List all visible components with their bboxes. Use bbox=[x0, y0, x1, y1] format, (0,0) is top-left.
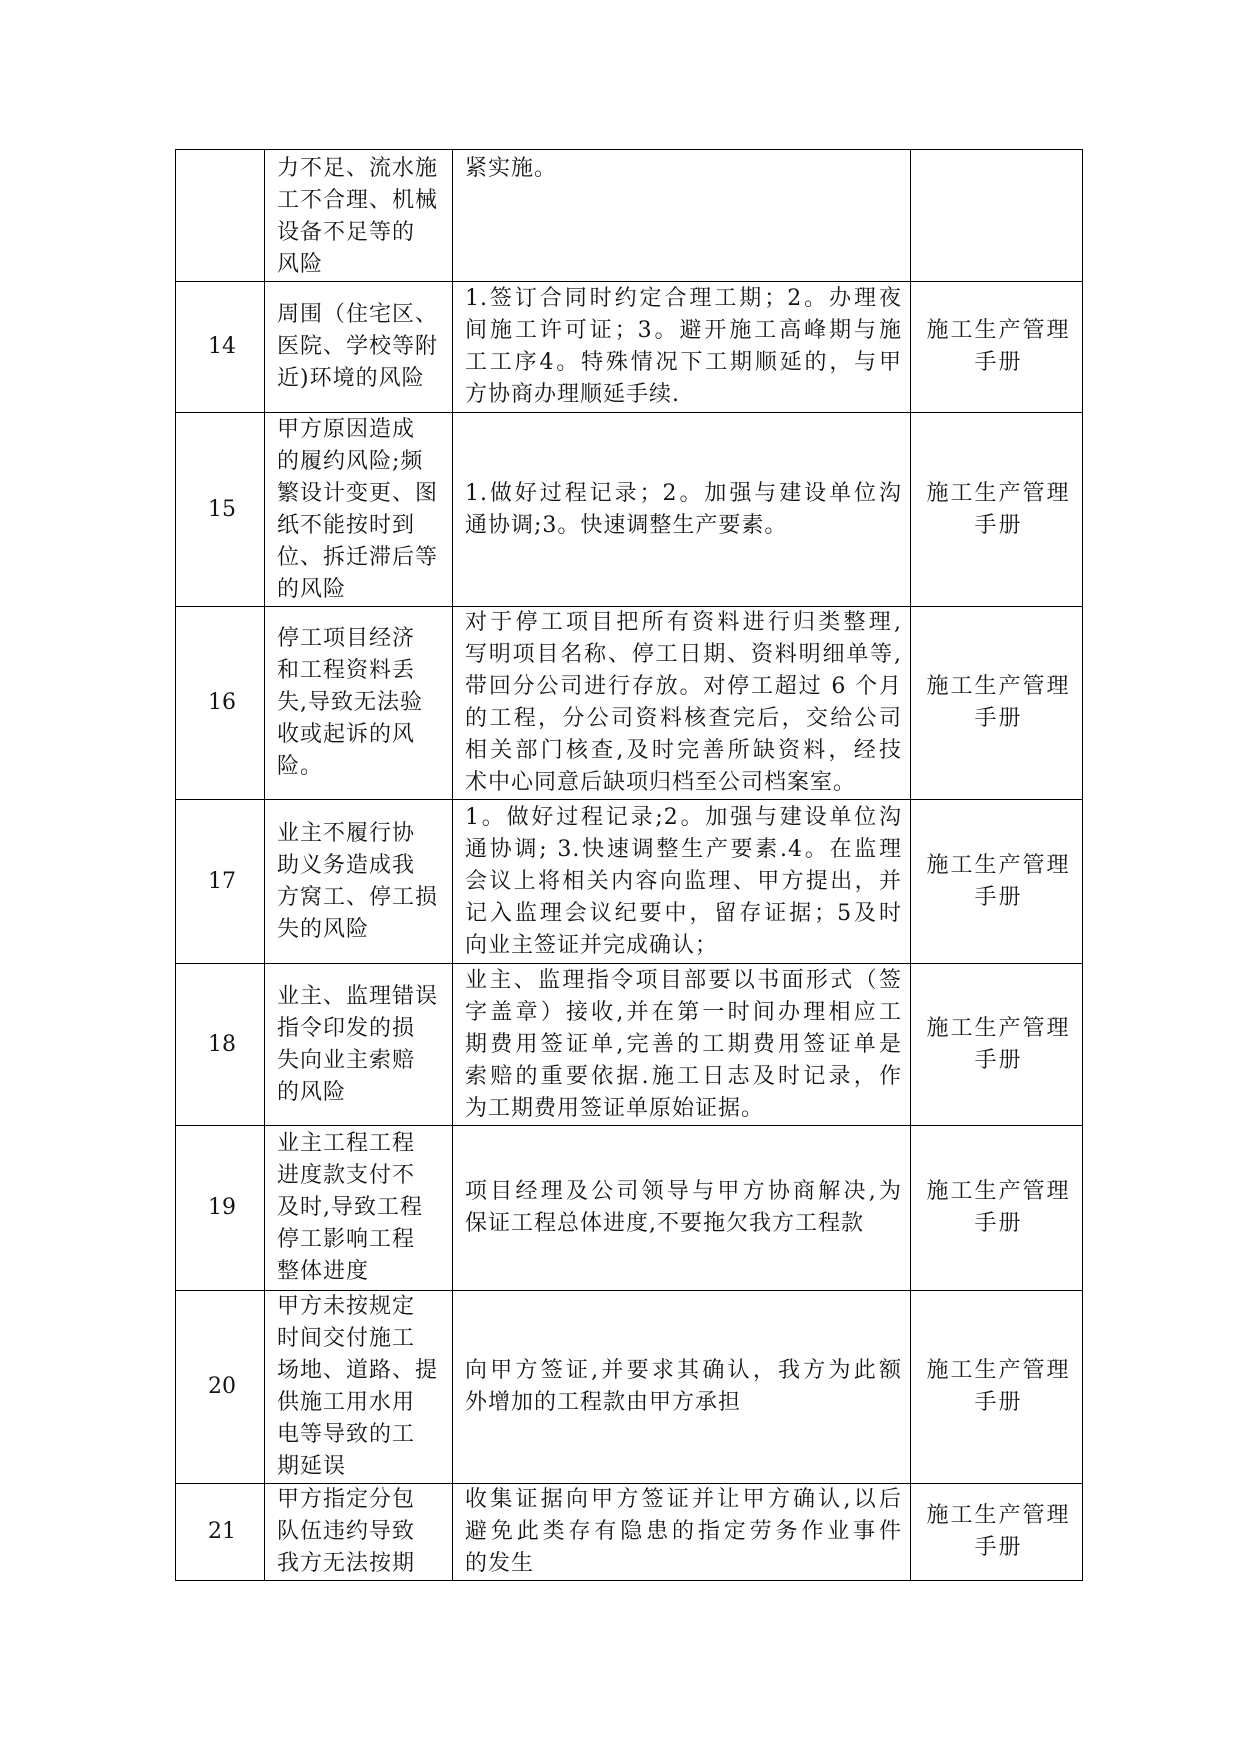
basis-text-line: 施工生产管理 bbox=[926, 1015, 1071, 1041]
measures-text-line: 间施工许可证；3。避开施工高峰期与施 bbox=[465, 318, 902, 343]
basis-text-line: 手册 bbox=[974, 1535, 1023, 1560]
risk-cell bbox=[265, 150, 453, 282]
basis-cell bbox=[911, 607, 1083, 800]
table-row bbox=[176, 1126, 1083, 1291]
measures-text-line: 1。做好过程记录;2。加强与建设单位沟 bbox=[465, 804, 902, 830]
basis-text-line: 施工生产管理 bbox=[926, 480, 1071, 506]
table-row bbox=[176, 282, 1083, 413]
measures-text-line: 写明项目名称、停工日期、资料明细单等, bbox=[465, 642, 902, 667]
risk-text-line: 业主工程工程 bbox=[277, 1131, 416, 1156]
table-row bbox=[176, 800, 1083, 964]
table-row bbox=[176, 1291, 1083, 1484]
measures-cell bbox=[453, 150, 911, 282]
row-number-cell bbox=[176, 607, 265, 800]
risk-text-line: 方窝工、停工损 bbox=[277, 884, 439, 910]
risk-text-line: 甲方原因造成 bbox=[277, 416, 416, 442]
table-row bbox=[176, 607, 1083, 800]
risk-cell bbox=[265, 964, 453, 1126]
measures-text-line: 带回分公司进行存放。对停工超过 6 个月 bbox=[465, 674, 902, 699]
risk-text-line: 我方无法按期 bbox=[277, 1551, 416, 1576]
basis-text-line: 施工生产管理 bbox=[926, 852, 1071, 878]
risk-text-line: 及时,导致工程 bbox=[277, 1195, 423, 1220]
risk-cell bbox=[265, 1291, 453, 1484]
basis-text-line: 手册 bbox=[974, 512, 1023, 538]
measures-cell bbox=[453, 964, 911, 1126]
basis-cell bbox=[911, 282, 1083, 413]
risk-cell bbox=[265, 1484, 453, 1581]
basis-cell bbox=[911, 1484, 1083, 1581]
measures-cell bbox=[453, 607, 911, 800]
measures-text-line: 通协调;3。快速调整生产要素。 bbox=[465, 512, 788, 538]
row-number: 15 bbox=[208, 496, 236, 522]
table-row bbox=[176, 1484, 1083, 1581]
table-row bbox=[176, 964, 1083, 1126]
measures-text-line: 索赔的重要依据.施工日志及时记录，作 bbox=[465, 1063, 902, 1089]
basis-text-line: 施工生产管理 bbox=[926, 318, 1071, 343]
basis-text-line: 手册 bbox=[974, 884, 1023, 910]
risk-text-line: 的履约风险;频 bbox=[277, 448, 424, 474]
risk-cell bbox=[265, 607, 453, 800]
basis-text-line: 手册 bbox=[974, 706, 1023, 731]
risk-cell bbox=[265, 800, 453, 964]
measures-text-line: 字盖章）接收,并在第一时间办理相应工 bbox=[465, 999, 902, 1025]
measures-text-line: 相关部门核查,及时完善所缺资料，经技 bbox=[465, 738, 902, 763]
risk-text-line: 助义务造成我 bbox=[277, 852, 416, 878]
basis-text-line: 施工生产管理 bbox=[926, 1503, 1071, 1528]
risk-text-line: 业主、监理错误 bbox=[277, 983, 439, 1009]
row-number-cell bbox=[176, 1291, 265, 1484]
row-number: 19 bbox=[208, 1195, 236, 1220]
basis-text-line: 施工生产管理 bbox=[926, 1358, 1071, 1383]
measures-text-line: 外增加的工程款由甲方承担 bbox=[465, 1390, 742, 1415]
row-number-cell bbox=[176, 1126, 265, 1291]
measures-text-line: 记入监理会议纪要中，留存证据；5及时 bbox=[465, 900, 902, 926]
row-number: 20 bbox=[208, 1374, 236, 1399]
measures-cell bbox=[453, 800, 911, 964]
risk-text-line: 失向业主索赔 bbox=[277, 1047, 416, 1073]
risk-cell bbox=[265, 282, 453, 413]
risk-cell bbox=[265, 413, 453, 607]
basis-cell bbox=[911, 150, 1083, 282]
risk-text-line: 场地、道路、提 bbox=[277, 1358, 439, 1383]
risk-text-line: 期延误 bbox=[277, 1454, 347, 1479]
risk-text-line: 设备不足等的 bbox=[277, 220, 416, 245]
basis-text-line: 手册 bbox=[974, 1390, 1023, 1415]
measures-text-line: 1.签订合同时约定合理工期；2。办理夜 bbox=[465, 286, 902, 311]
measures-text-line: 紧实施。 bbox=[465, 156, 558, 181]
row-number: 17 bbox=[208, 868, 236, 894]
risk-text-line: 和工程资料丢 bbox=[277, 658, 416, 683]
measures-text-line: 保证工程总体进度,不要拖欠我方工程款 bbox=[465, 1211, 864, 1236]
risk-text-line: 近)环境的风险 bbox=[277, 366, 425, 391]
risk-text-line: 力不足、流水施 bbox=[277, 156, 439, 181]
measures-text-line: 会议上将相关内容向监理、甲方提出，并 bbox=[465, 868, 902, 894]
measures-text-line: 项目经理及公司领导与甲方协商解决,为 bbox=[465, 1179, 902, 1204]
risk-text-line: 甲方未按规定 bbox=[277, 1294, 416, 1319]
risk-text-line: 位、拆迁滞后等 bbox=[277, 544, 439, 570]
measures-cell bbox=[453, 1126, 911, 1291]
risk-table bbox=[175, 149, 1083, 1581]
measures-cell bbox=[453, 282, 911, 413]
risk-text-line: 风险 bbox=[277, 252, 324, 277]
measures-text-line: 通协调; 3.快速调整生产要素.4。在监理 bbox=[465, 836, 902, 862]
risk-text-line: 业主不履行协 bbox=[277, 820, 416, 846]
risk-text-line: 指令印发的损 bbox=[277, 1015, 416, 1041]
basis-text-line: 施工生产管理 bbox=[926, 674, 1071, 699]
risk-text-line: 险。 bbox=[277, 754, 324, 779]
basis-cell bbox=[911, 1126, 1083, 1291]
row-number: 21 bbox=[208, 1519, 236, 1544]
risk-text-line: 电等导致的工 bbox=[277, 1422, 416, 1447]
basis-cell bbox=[911, 964, 1083, 1126]
row-number: 16 bbox=[208, 690, 236, 715]
table-row bbox=[176, 413, 1083, 607]
risk-text-line: 繁设计变更、图 bbox=[277, 480, 439, 506]
row-number: 18 bbox=[208, 1031, 236, 1057]
basis-text-line: 手册 bbox=[974, 1047, 1023, 1073]
risk-text-line: 医院、学校等附 bbox=[277, 334, 439, 359]
measures-text-line: 向甲方签证,并要求其确认，我方为此额 bbox=[465, 1358, 902, 1383]
measures-text-line: 工工序4。特殊情况下工期顺延的，与甲 bbox=[465, 350, 902, 375]
risk-text-line: 周围（住宅区、 bbox=[277, 302, 439, 327]
risk-text-line: 收或起诉的风 bbox=[277, 722, 416, 747]
risk-text-line: 的风险 bbox=[277, 1079, 347, 1105]
row-number-cell bbox=[176, 964, 265, 1126]
basis-text-line: 手册 bbox=[974, 350, 1023, 375]
measures-text-line: 1.做好过程记录；2。加强与建设单位沟 bbox=[465, 480, 902, 506]
row-number-cell bbox=[176, 1484, 265, 1581]
risk-text-line: 失,导致无法验 bbox=[277, 690, 423, 715]
risk-text-line: 停工影响工程 bbox=[277, 1227, 416, 1252]
measures-text-line: 的工程，分公司资料核查完后，交给公司 bbox=[465, 706, 902, 731]
basis-cell bbox=[911, 800, 1083, 964]
measures-text-line: 向业主签证并完成确认； bbox=[465, 932, 719, 958]
row-number-cell bbox=[176, 150, 265, 282]
measures-text-line: 方协商办理顺延手续. bbox=[465, 382, 680, 407]
risk-text-line: 纸不能按时到 bbox=[277, 512, 416, 538]
measures-text-line: 为工期费用签证单原始证据。 bbox=[465, 1095, 765, 1121]
measures-text-line: 术中心同意后缺项归档至公司档案室。 bbox=[465, 770, 857, 795]
basis-cell bbox=[911, 1291, 1083, 1484]
measures-text-line: 的发生 bbox=[465, 1551, 535, 1576]
risk-text-line: 工不合理、机械 bbox=[277, 188, 439, 213]
row-number-cell bbox=[176, 800, 265, 964]
measures-text-line: 业主、监理指令项目部要以书面形式（签 bbox=[465, 967, 902, 993]
risk-text-line: 进度款支付不 bbox=[277, 1163, 416, 1188]
measures-text-line: 对于停工项目把所有资料进行归类整理, bbox=[465, 610, 902, 635]
basis-cell bbox=[911, 413, 1083, 607]
basis-text-line: 手册 bbox=[974, 1211, 1023, 1236]
risk-text-line: 供施工用水用 bbox=[277, 1390, 416, 1415]
row-number-cell bbox=[176, 282, 265, 413]
risk-text-line: 时间交付施工 bbox=[277, 1326, 416, 1351]
measures-cell bbox=[453, 1484, 911, 1581]
row-number: 14 bbox=[208, 334, 236, 359]
measures-text-line: 避免此类存有隐患的指定劳务作业事件 bbox=[465, 1519, 902, 1544]
risk-text-line: 停工项目经济 bbox=[277, 626, 416, 651]
measures-cell bbox=[453, 413, 911, 607]
measures-text-line: 收集证据向甲方签证并让甲方确认,以后 bbox=[465, 1487, 902, 1512]
risk-cell bbox=[265, 1126, 453, 1291]
row-number-cell bbox=[176, 413, 265, 607]
risk-text-line: 整体进度 bbox=[277, 1259, 370, 1284]
basis-text-line: 施工生产管理 bbox=[926, 1179, 1071, 1204]
measures-cell bbox=[453, 1291, 911, 1484]
risk-text-line: 队伍违约导致 bbox=[277, 1519, 416, 1544]
table-row bbox=[176, 150, 1083, 282]
measures-text-line: 期费用签证单,完善的工期费用签证单是 bbox=[465, 1031, 902, 1057]
risk-text-line: 的风险 bbox=[277, 576, 347, 602]
risk-text-line: 失的风险 bbox=[277, 916, 370, 942]
risk-table-body bbox=[176, 150, 1083, 1581]
risk-text-line: 甲方指定分包 bbox=[277, 1487, 416, 1512]
